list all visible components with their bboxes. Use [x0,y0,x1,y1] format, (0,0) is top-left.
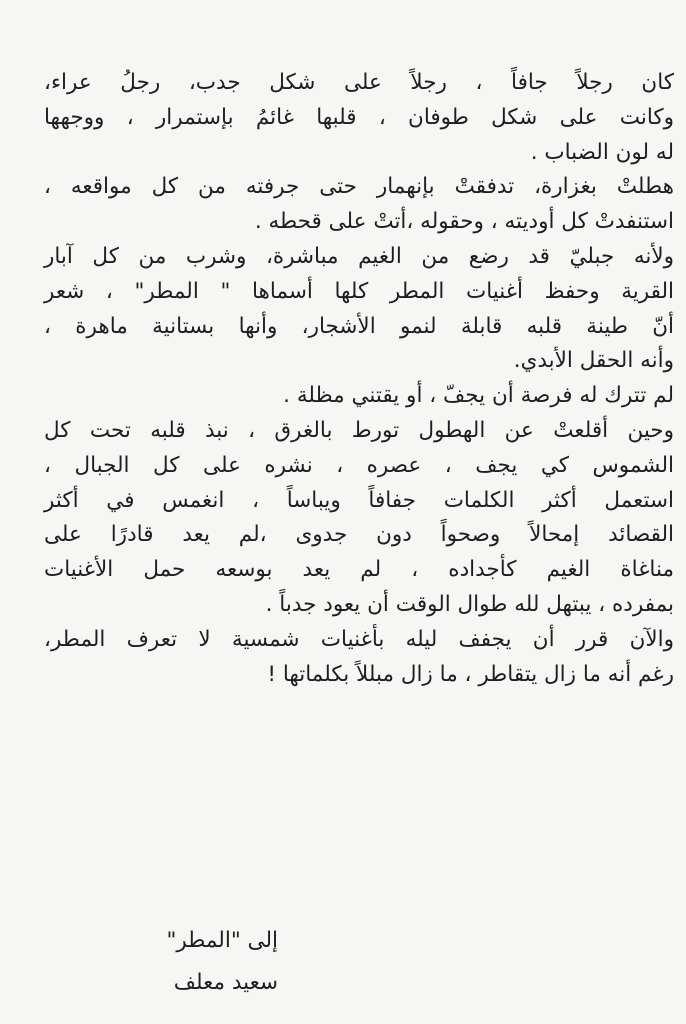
poem-line: وحين أقلعتْ عن الهطول تورط بالغرق ، نبذ قلبه تحت كل [44,417,674,443]
poem-line: الشموس كي يجف ، عصره ، نشره على كل الجبال ، [44,452,674,478]
poem-line: أنّ طينة قلبه قابلة لنمو الأشجار، وأنها بستانية ماهرة ، [44,313,674,339]
poem-line: القرية وحفظ أغنيات المطر كلها أسماها " المطر" ، شعر [44,278,674,304]
poem-line: لم تترك له فرصة أن يجفّ ، أو يقتني مظلة . [283,383,674,409]
author-name: سعيد معلف [173,970,278,995]
signature-block [128,920,278,1004]
poem-line: مناغاة الغيم كأجداده ، لم يعد بوسعه حمل الأغنيات [44,557,674,583]
poem-text [44,66,674,692]
poem-line: والآن قرر أن يجفف ليله بأغنيات شمسية لا تعرف المطر، [44,626,674,652]
dedication-line: إلى "المطر" [166,928,278,953]
poem-line: رغم أنه ما زال يتقاطر ، ما زال مبللاً بكلماتها ! [267,661,674,687]
poem-line: هطلتْ بغزارة، تدفقتْ بإنهمار حتى جرفته من كل مواقعه ، [44,174,674,200]
poem-line: له لون الضباب . [530,139,674,165]
poem-line: كان رجلاً جافاً ، رجلاً على شكل جدب، رجلُ عراء، [44,70,674,95]
poem-line: القصائد إمحالاً وصحواً دون جدوى ،لم يعد قادرًا على [44,522,674,548]
poem-line: استعمل أكثر الكلمات جفافاً ويباساً ، انغمس في أكثر [44,487,674,513]
poem-line: ولأنه جبليّ قد رضع من الغيم مباشرة، وشرب من كل آبار [44,243,674,269]
poem-line: استنفدتْ كل أوديته ، وحقوله ،أتتْ على قحطه . [254,209,674,235]
poem-line: وكانت على شكل طوفان ، قلبها غائمُ بإستمرار ، ووجهها [44,104,674,130]
poem-line: وأنه الحقل الأبدي. [513,348,674,374]
poem-line: بمفرده ، يبتهل لله طوال الوقت أن يعود جدباً . [265,591,674,617]
